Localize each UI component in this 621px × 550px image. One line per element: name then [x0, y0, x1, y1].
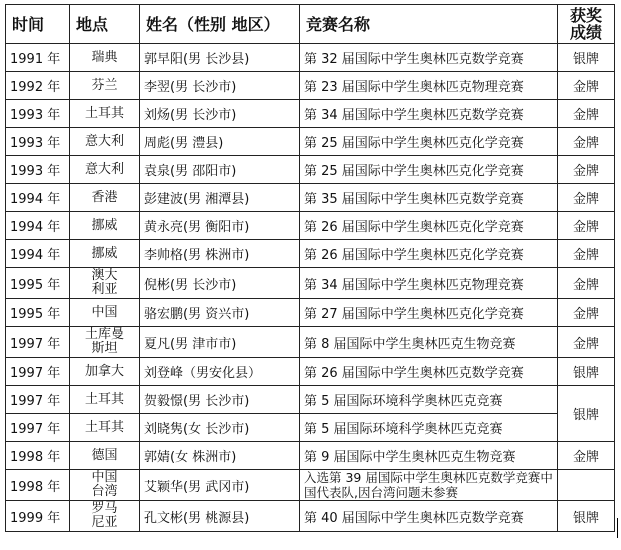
- cell-location-line1: 罗马: [91, 501, 118, 516]
- olympiad-results-table: [5, 4, 615, 532]
- cell-name: 骆宏鹏(男 资兴市): [140, 299, 300, 327]
- cell-year: 1997 年: [6, 386, 70, 414]
- header-year: 时间: [6, 5, 70, 44]
- header-row: [6, 5, 615, 44]
- cell-name: 刘登峰（男安化县）: [140, 358, 300, 386]
- table-row: [6, 414, 615, 442]
- cell-location: 加拿大: [70, 358, 140, 386]
- cell-location: [70, 470, 140, 501]
- cell-name: 彭建波(男 湘潭县): [140, 184, 300, 212]
- cell-name: 黄永亮(男 衡阳市): [140, 212, 300, 240]
- table-row: [6, 358, 615, 386]
- text-cursor: [617, 518, 618, 538]
- cell-competition: 第 5 届国际环境科学奥林匹克竞赛: [300, 386, 558, 414]
- cell-location-line2: 台湾: [91, 484, 118, 499]
- cell-award: 金牌: [558, 268, 615, 299]
- cell-year: 1997 年: [6, 414, 70, 442]
- cell-competition: 第 35 届国际中学生奥林匹克数学竞赛: [300, 184, 558, 212]
- cell-location: 意大利: [70, 128, 140, 156]
- cell-year: 1997 年: [6, 327, 70, 358]
- cell-location-line1: 中国: [91, 470, 118, 485]
- cell-location: 瑞典: [70, 44, 140, 72]
- cell-competition: 第 34 届国际中学生奥林匹克物理竞赛: [300, 268, 558, 299]
- cell-year: 1993 年: [6, 100, 70, 128]
- cell-year: 1995 年: [6, 268, 70, 299]
- header-location: 地点: [70, 5, 140, 44]
- cell-year: 1993 年: [6, 156, 70, 184]
- cell-award: 银牌: [558, 358, 615, 386]
- cell-year: 1993 年: [6, 128, 70, 156]
- cell-location-line2: 斯坦: [91, 341, 118, 356]
- cell-location: [70, 501, 140, 532]
- header-name: 姓名（性别 地区）: [140, 5, 300, 44]
- cell-location: 挪威: [70, 240, 140, 268]
- cell-location: 意大利: [70, 156, 140, 184]
- cell-name: 郭早阳(男 长沙县): [140, 44, 300, 72]
- cell-location: 芬兰: [70, 72, 140, 100]
- cell-year: 1997 年: [6, 358, 70, 386]
- cell-location: 德国: [70, 442, 140, 470]
- cell-year: 1991 年: [6, 44, 70, 72]
- cell-year: 1994 年: [6, 240, 70, 268]
- cell-location: 土耳其: [70, 100, 140, 128]
- cell-award: 金牌: [558, 240, 615, 268]
- cell-name: 刘炀(男 长沙市): [140, 100, 300, 128]
- cell-competition: 第 40 届国际中学生奥林匹克数学竞赛: [300, 501, 558, 532]
- cell-location-line2: 利亚: [91, 282, 118, 297]
- cell-year: 1995 年: [6, 299, 70, 327]
- header-competition: 竞赛名称: [300, 5, 558, 44]
- header-award: [558, 5, 615, 44]
- cell-location: 香港: [70, 184, 140, 212]
- table-row: [6, 44, 615, 72]
- cell-year: 1998 年: [6, 442, 70, 470]
- table-row: [6, 442, 615, 470]
- table-row: [6, 72, 615, 100]
- cell-award: 金牌: [558, 327, 615, 358]
- table-row: [6, 501, 615, 532]
- cell-award: 银牌: [558, 501, 615, 532]
- table-row: [6, 386, 615, 414]
- cell-location: 土耳其: [70, 386, 140, 414]
- cell-competition: 第 25 届国际中学生奥林匹克化学竞赛: [300, 128, 558, 156]
- cell-name: 李帅格(男 株洲市): [140, 240, 300, 268]
- cell-competition: 第 8 届国际中学生奥林匹克生物竞赛: [300, 327, 558, 358]
- cell-name: 艾颖华(男 武冈市): [140, 470, 300, 501]
- cell-year: 1994 年: [6, 212, 70, 240]
- cell-competition: 第 26 届国际中学生奥林匹克化学竞赛: [300, 240, 558, 268]
- cell-award: 金牌: [558, 299, 615, 327]
- table-row: [6, 470, 615, 501]
- cell-competition: 入选第 39 届国际中学生奥林匹克数学竞赛中国代表队,因台湾问题未参赛: [300, 470, 558, 501]
- cell-competition: 第 26 届国际中学生奥林匹克数学竞赛: [300, 358, 558, 386]
- cell-name: 孔文彬(男 桃源县): [140, 501, 300, 532]
- cell-year: 1999 年: [6, 501, 70, 532]
- cell-name: 倪彬(男 长沙市): [140, 268, 300, 299]
- cell-award: 金牌: [558, 156, 615, 184]
- table-row: [6, 128, 615, 156]
- table-row: [6, 212, 615, 240]
- table-row: [6, 156, 615, 184]
- cell-name: 刘晓隽(女 长沙市): [140, 414, 300, 442]
- cell-name: 李翌(男 长沙市): [140, 72, 300, 100]
- cell-location-line2: 尼亚: [91, 515, 118, 530]
- header-award-line1: 获奖: [569, 6, 602, 25]
- table-row: [6, 100, 615, 128]
- cell-competition: 第 9 届国际中学生奥林匹克生物竞赛: [300, 442, 558, 470]
- cell-year: 1994 年: [6, 184, 70, 212]
- cell-location: 挪威: [70, 212, 140, 240]
- cell-name: 贺毅憬(男 长沙市): [140, 386, 300, 414]
- table-row: [6, 184, 615, 212]
- cell-award: 金牌: [558, 100, 615, 128]
- cell-award: 金牌: [558, 184, 615, 212]
- cell-competition: 第 27 届国际中学生奥林匹克化学竞赛: [300, 299, 558, 327]
- cell-location-line1: 土库曼: [84, 327, 124, 342]
- cell-competition: 第 34 届国际中学生奥林匹克数学竞赛: [300, 100, 558, 128]
- cell-competition: 第 32 届国际中学生奥林匹克数学竞赛: [300, 44, 558, 72]
- cell-year: 1992 年: [6, 72, 70, 100]
- table-row: [6, 327, 615, 358]
- cell-location: [70, 268, 140, 299]
- cell-name: 袁泉(男 邵阳市): [140, 156, 300, 184]
- cell-name: 夏凡(男 津市市): [140, 327, 300, 358]
- cell-award: [558, 470, 615, 501]
- cell-location-line1: 澳大: [91, 268, 118, 283]
- cell-location: [70, 327, 140, 358]
- cell-competition: 第 23 届国际中学生奥林匹克物理竞赛: [300, 72, 558, 100]
- header-award-line2: 成绩: [569, 23, 602, 42]
- cell-name: 周彪(男 澧县): [140, 128, 300, 156]
- cell-award: 金牌: [558, 72, 615, 100]
- cell-competition: 第 26 届国际中学生奥林匹克化学竞赛: [300, 212, 558, 240]
- cell-competition: 第 5 届国际环境科学奥林匹克竞赛: [300, 414, 558, 442]
- cell-year: 1998 年: [6, 470, 70, 501]
- cell-award: 银牌: [558, 44, 615, 72]
- cell-award: 金牌: [558, 442, 615, 470]
- cell-award: 金牌: [558, 128, 615, 156]
- table-row: [6, 240, 615, 268]
- cell-name: 郭婧(女 株洲市): [140, 442, 300, 470]
- cell-award: 金牌: [558, 212, 615, 240]
- cell-competition: 第 25 届国际中学生奥林匹克化学竞赛: [300, 156, 558, 184]
- table-row: [6, 268, 615, 299]
- cell-location: 土耳其: [70, 414, 140, 442]
- cell-award-merged: 银牌: [558, 386, 615, 442]
- cell-location: 中国: [70, 299, 140, 327]
- table-row: [6, 299, 615, 327]
